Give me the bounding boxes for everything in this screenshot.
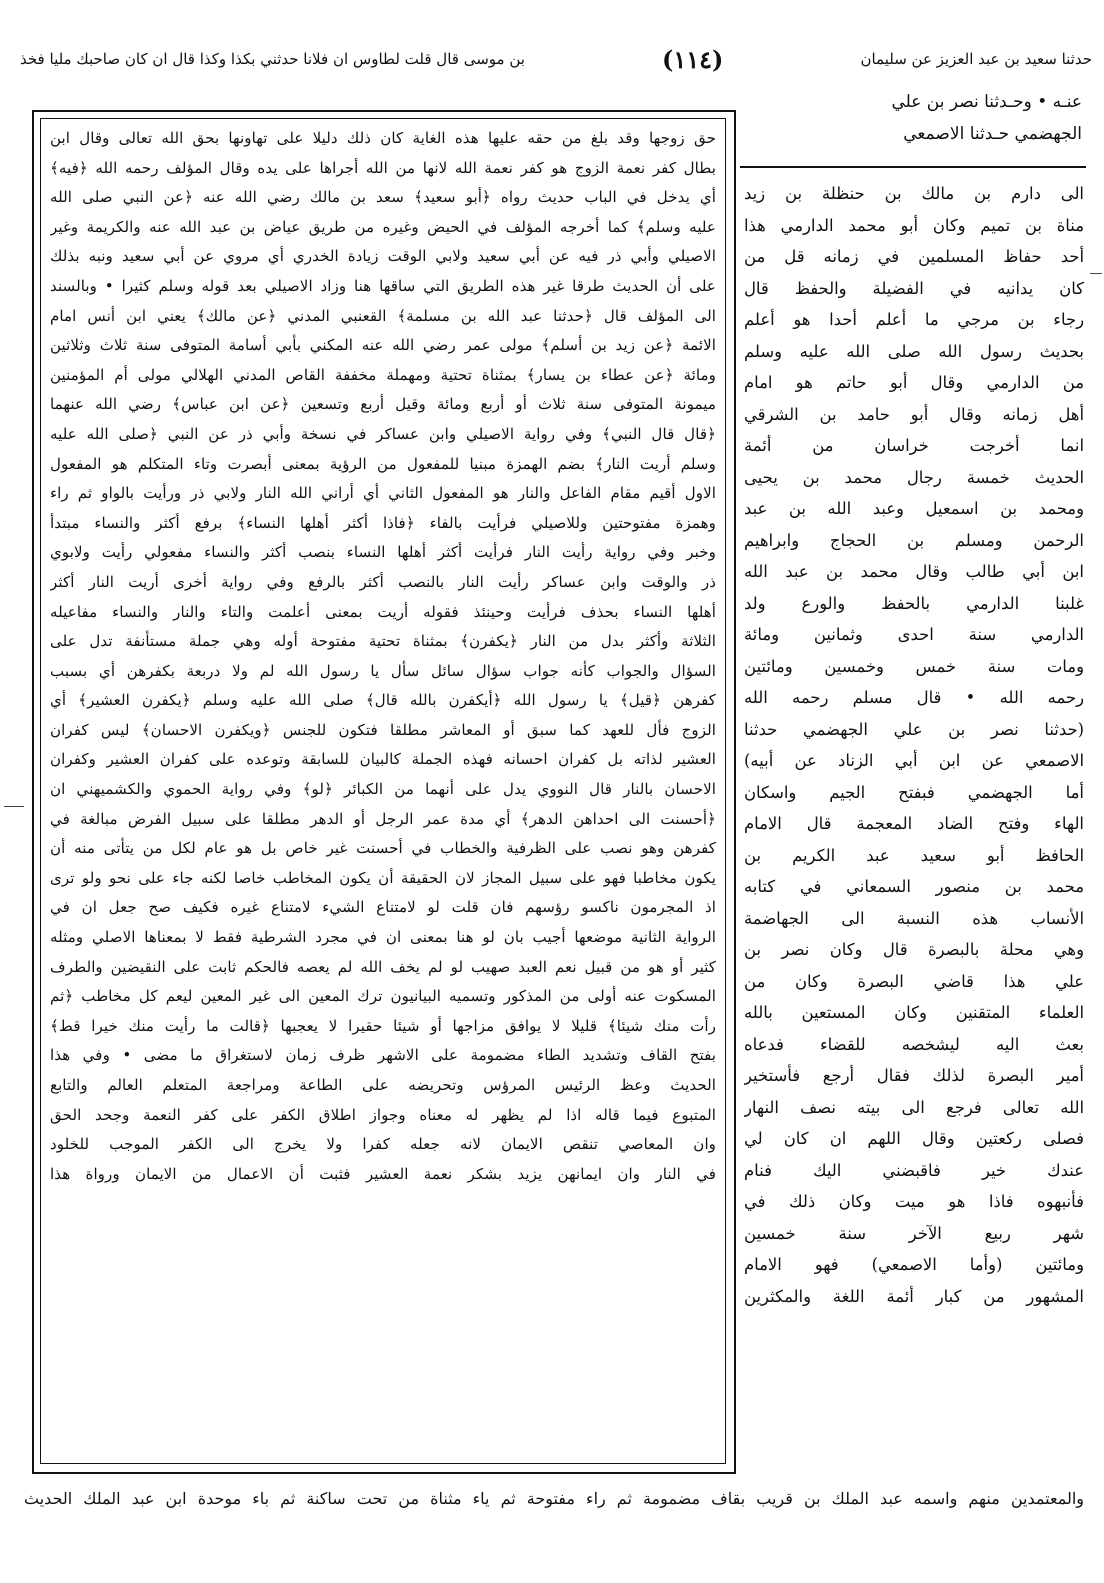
side-text-line: من الدارمي وقال أبو حاتم هو امام (744, 373, 1084, 392)
side-text-line: بحديث رسول الله صلى الله عليه وسلم (744, 341, 1084, 361)
side-text-line: ومائتين (وأما الاصمعي) فهو الامام (744, 1255, 1084, 1274)
main-text-line: اذ المجرمون ناكسو رؤسهم فان قلت لو لامتناع الشيء لامتناع غيره فكيف صح جعل ان في (50, 898, 716, 917)
main-text-line: رأت منك شيئا﴾ قليلا لا يوافق مزاجها أو شيئا حقيرا لا يعجبها ﴿قالت ما رأيت منك خيرا قط﴾ (50, 1016, 716, 1035)
side-text-line: أما الجهضمي فبفتح الجيم واسكان (744, 782, 1084, 802)
side-text-line: أمير البصرة لذلك فقال أرجع فأستخير (744, 1066, 1084, 1085)
main-text-line: المتبوع فيما قاله اذا لم يظهر له معناه وجواز اطلاق الكفر على كفر النعمة وجحد الحق (50, 1105, 716, 1124)
side-text-line: بعث اليه ليشخصه للقضاء فدعاه (744, 1034, 1084, 1054)
side-text-line: الأنساب هذه النسبة الى الجهاضمة (744, 908, 1084, 928)
side-text-line: الدارمي سنة احدى وثمانين ومائة (744, 625, 1084, 644)
side-text-line: مناة بن تميم وكان أبو محمد الدارمي هذا (744, 215, 1084, 235)
main-text-line: حق زوجها وقد بلغ من حقه عليها هذه الغاية كان ذلك دليلا على تهاونها بحق الله تعالى وقال ابن (50, 129, 716, 147)
side-text-line: الرحمن ومسلم بن الحجاج وابراهيم (744, 530, 1084, 550)
main-text-line: كفرهن وهو نصب على الظرفية والخطاب في أحسنت غير خاص بل هو عام لكل من يتأتى منه أن (50, 839, 716, 858)
side-text-line: الحديث خمسة رجال محمد بن يحيى (744, 467, 1084, 487)
side-text-line: فصلى ركعتين وقال اللهم ان كان لي (744, 1129, 1084, 1148)
main-text-line: الاصيلي وأبي ذر فيه عن أبي سعيد ولابي الوقت زيادة الخدري أي مروي عن أبي سعيد ونبه بذلك (50, 247, 716, 266)
main-text-line: وسلم أريت النار﴾ بضم الهمزة مبنيا للمفعول من الرؤية بمعنى أبصرت وتاء المتكلم هو المفعول (50, 454, 716, 473)
main-text-line: ﴿قال قال النبي﴾ وفي رواية الاصيلي وابن عساكر في نسخة وأبي ذر عن النبي ﴿صلى الله عليه (50, 424, 716, 443)
main-text-line: المسكوت عنه أولى من المذكور وتسميه البيانيون ترك المعين الى غير المعين ليعم كل مخاطب ﴿ثم (50, 987, 716, 1006)
main-text-line: وان المعاصي تنقص الايمان لانه جعله كفرا ولا يخرج الى الكفر الموجب للخلود (50, 1135, 716, 1154)
side-text-line: محمد بن منصور السمعاني في كتابه (744, 877, 1084, 896)
main-text-line: الاحسان بالنار قال النووي يدل على أنهما من الكبائر ﴿لو﴾ وفي رواية الحموي والكشميهني ان (50, 780, 716, 799)
side-text-line: أحد حفاظ المسلمين في زمانه قل من (744, 247, 1084, 266)
main-text-line: وخبر وفي رواية رأيت النار فرأيت أكثر أهلها النساء بنصب أكثر والنساء مفعولي رأيت ولابوي (50, 543, 716, 562)
main-text-line: الائمة ﴿عن زيد بن أسلم﴾ مولى عمر رضي الله عنه المكني بأبي أسامة المتوفى سنة ثلاث وثلاثين (50, 336, 716, 355)
side-text-line: ومات سنة خمس وخمسين ومائتين (744, 656, 1084, 676)
header-right-text: حدثنا سعيد بن عبد العزيز عن سليمان (860, 50, 1092, 68)
side-text-line: الله تعالى فرجع الى بيته نصف النهار (744, 1097, 1084, 1117)
main-text-line: يكون مخاطبا فهو على سبيل المجاز لان الحقيقة أن يكون المخاطب خاصا لكنه جاء على نحو ولو ترى (50, 868, 716, 887)
main-text-line: في النار وان ايمانهن يزيد بشكر نعمة العشير فثبت أن الاعمال من الايمان ورواة هذا (50, 1164, 716, 1183)
page-header (20, 44, 1092, 74)
margin-mark (1090, 273, 1102, 274)
main-text-line: الى المؤلف قال ﴿حدثنا عبد الله بن مسلمة﴾ القعنبي المدني ﴿عن مالك﴾ يعني ابن أنس امام (50, 306, 716, 325)
main-text-line: بفتح القاف وتشديد الطاء مضمومة على الاشهر ظرف زمان لاستغراق ما مضى • وفي هذا (50, 1046, 716, 1065)
side-text-line: غلبنا الدارمي بالحفظ والورع ولد (744, 593, 1084, 613)
side-text-line: رجاء بن مرجي ما أعلم أحدا هو أعلم (744, 310, 1084, 329)
side-divider (740, 166, 1086, 168)
main-text-line: الثلاثة وأكثر بدل من النار ﴿يكفرن﴾ بمثناة تحتية مفتوحة أوله وهي جملة مستأنفة تدل على (50, 632, 716, 651)
main-text-line: على أن الحديث طرقا غير هذه الطريق التي ساقها هنا وزاد الاصيلي بعد قوله وسلم كثيرا • وبالسند (50, 276, 716, 295)
footer-line: والمعتمدين منهم واسمه عبد الملك بن قريب بقاف مضمومة ثم راء مفتوحة ثم ياء مثناة من تحت ساكنة ثم باء موحدة ابن عبد الملك الحديث (24, 1489, 1084, 1508)
main-text-line: بطال كفر نعمة الزوج هو كفر نعمة الله لانها من الله أجراها على يده وقال المؤلف رحمه الله ﴿فيه﴾ (50, 158, 716, 177)
page-number: (١١٤) (661, 44, 724, 74)
side-text-line: (حدثنا نصر بن علي الجهضمي حدثنا (744, 719, 1084, 739)
side-text-line: الهاء وفتح الضاد المعجمة قال الامام (744, 814, 1084, 833)
main-text-line: عليه وسلم﴾ كما أخرجه المؤلف في الحيض وغيره من طريق عياض بن عبد الله عنه والكريمة وغير (50, 217, 716, 236)
side-text-line: رحمه الله • قال مسلم رحمه الله (744, 688, 1084, 707)
main-text-line: ﴿أحسنت الى احداهن الدهر﴾ أي مدة عمر الرجل أو الدهر مطلقا على سبيل الفرض مبالغة في (50, 809, 716, 828)
side-text-line: الحافظ أبو سعيد عبد الكريم بن (744, 845, 1084, 865)
side-text-line: شهر ربيع الآخر سنة خمسين (744, 1223, 1084, 1243)
side-column-top (746, 86, 1082, 150)
main-text-line: كثير أو هو من قبيل نعم العبد صهيب لو لم يخف الله لم يعصه فالحكم ثابت على النقيضين والطرف (50, 957, 716, 976)
side-top-line: عنـه • وحـدثنا نصر بن علي (891, 92, 1082, 112)
main-text-line: الرواية الثانية موضعها أجيب بان لو هنا بمعنى ان في مجرد الشرطية فقط لا بمعناها الاصلي ومثله (50, 928, 716, 947)
side-text-line: أهل زمانه وقال أبو حامد بن الشرقي (744, 404, 1084, 424)
side-text-line: ومحمد بن اسمعيل وعبد الله بن عبد (744, 499, 1084, 518)
main-text-line: ذر والوقت وابن عساكر رأيت النار بالنصب أكثر بالرفع وفي رواية أخرى أريت النار أكثر (50, 572, 716, 591)
side-text-line: وهي محلة بالبصرة قال وكان نصر بن (744, 940, 1084, 959)
side-text-line: كان يدانيه في الفضيلة والحفظ قال (744, 278, 1084, 298)
side-text-line: الى دارم بن مالك بن حنظلة بن زيد (744, 184, 1084, 203)
side-text-line: الاصمعي عن ابن أبي الزناد عن أبيه) (744, 751, 1084, 770)
side-text-line: ابن أبي طالب وقال محمد بن عبد الله (744, 562, 1084, 581)
main-text-line: ومائة ﴿عن عطاء بن يسار﴾ بمثناة تحتية ومهملة مخففة القاص المدني الهلالي مولى أم المؤمنين (50, 365, 716, 384)
header-left-text: بن موسى قال قلت لطاوس ان فلانا حدثني بكذا وكذا قال ان كان صاحبك مليا فخذ (20, 50, 525, 68)
side-text-line: علي هذا قاضي البصرة وكان من (744, 971, 1084, 991)
main-text-line: الاول أقيم مقام الفاعل والنار هو المفعول الثاني أي أراني الله النار ولابي ذر ورأيت بالواو ثم راء (50, 484, 716, 503)
main-text-line: العشير لذاته بل كفران احسانه فهذه الجملة كالبيان للسابقة وتوعده على كفران العشير وكفران (50, 750, 716, 769)
main-text-line: وهمزة مفتوحتين وللاصيلي فرأيت بالفاء ﴿فاذا أكثر أهلها النساء﴾ برفع أكثر والنساء مبتدأ (50, 513, 716, 532)
main-text-line: السؤال والجواب كأنه جواب سؤال سائل سأل يا رسول الله لم ولا دربعة بكفرهن أي بسبب (50, 661, 716, 680)
main-text-line: أهلها النساء بحذف فرأيت وحينئذ فقوله أريت بمعنى أعلمت والتاء والنار والنساء مفاعيله (50, 602, 716, 621)
main-text-line: كفرهن ﴿قيل﴾ يا رسول الله ﴿أيكفرن بالله قال﴾ صلى الله عليه وسلم ﴿يكفرن العشير﴾ أي (50, 691, 716, 710)
side-text-column (744, 178, 1084, 1312)
side-text-line: العلماء المتقنين وكان المستعين بالله (744, 1003, 1084, 1022)
main-text-column (50, 124, 716, 1189)
main-text-line: الحديث وعظ الرئيس المرؤس وتحريضه على الطاعة ومراجعة المتعلم العالم والتابع (50, 1076, 716, 1094)
side-text-line: انما أخرجت خراسان من أئمة (744, 436, 1084, 455)
side-text-line: عندك خير فاقبضني اليك فنام (744, 1160, 1084, 1180)
main-text-line: الزوج فأل للعهد كما سبق أو المعاشر مطلقا فتكون للجنس ﴿ويكفرن الاحسان﴾ ليس كفران (50, 720, 716, 739)
side-text-line: فأنبهوه فاذا هو ميت وكان ذلك في (744, 1192, 1084, 1211)
main-text-line: أي يدخل في الباب حديث رواه ﴿أبو سعيد﴾ سعد بن مالك رضي الله عنه ﴿عن النبي صلى الله (50, 188, 716, 207)
margin-mark (4, 806, 24, 807)
side-text-line: المشهور من كبار أئمة اللغة والمكثرين (744, 1286, 1084, 1306)
main-text-line: ميمونة المتوفى سنة ثلاث أو أربع ومائة وقيل أربع وتسعين ﴿عن ابن عباس﴾ رضي الله عنهما (50, 395, 716, 414)
side-top-line: الجهضمي حـدثنا الاصمعي (903, 124, 1082, 144)
